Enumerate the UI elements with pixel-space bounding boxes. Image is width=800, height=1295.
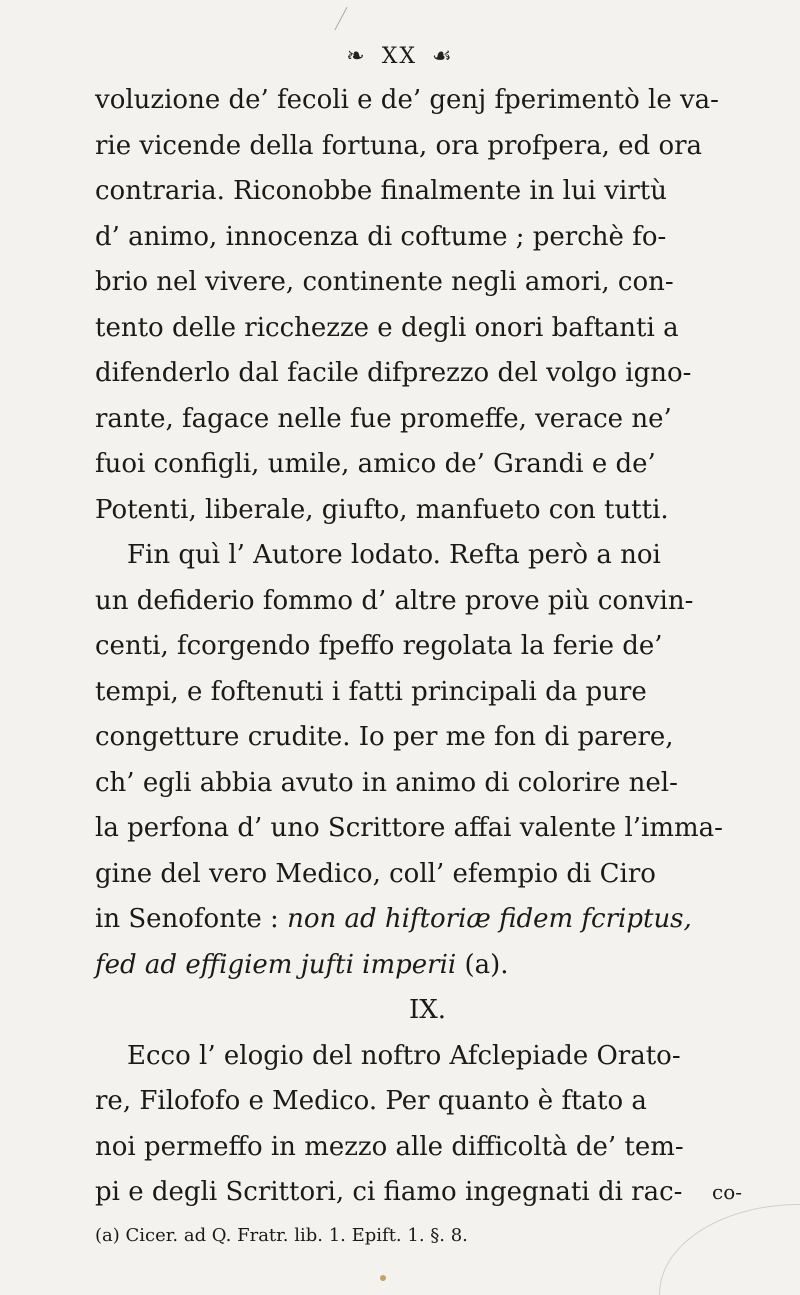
text-line: tempi, e foftenuti i fatti principali da pure bbox=[95, 676, 647, 707]
text-line: centi, fcorgendo fpeffo regolata la ferie de’ bbox=[95, 631, 663, 661]
page-corner-curl bbox=[659, 1204, 800, 1295]
text-line: voluzione de’ fecoli e de’ genj fperimentò le va- bbox=[95, 85, 719, 115]
text-line bbox=[95, 943, 760, 989]
section-heading: IX. bbox=[408, 995, 447, 1025]
text-line: rie vicende della fortuna, ora profpera, ed ora bbox=[95, 130, 703, 161]
text-line: pi e degli Scrittori, ci fiamo ingegnati di rac- bbox=[95, 1177, 683, 1207]
text-line: re, Filofofo e Medico. Per quanto è ftato a bbox=[95, 1086, 647, 1116]
text-line: d’ animo, innocenza di coftume ; perchè fo- bbox=[95, 221, 667, 252]
ornament-left-icon: ❧ bbox=[346, 44, 367, 69]
text-line bbox=[95, 897, 760, 943]
text-line: tento delle ricchezze e degli onori baftanti a bbox=[95, 312, 679, 343]
text-line: la perfona d’ uno Scrittore affai valente l’imma- bbox=[95, 813, 723, 843]
text-line: contraria. Riconobbe finalmente in lui virtù bbox=[95, 176, 667, 206]
italic-quote: non ad hiftoriæ fidem fcriptus, bbox=[287, 904, 692, 934]
page-header bbox=[0, 44, 800, 69]
footnote-ref: (a). bbox=[464, 949, 509, 980]
italic-quote: fed ad effigiem jufti imperii bbox=[95, 949, 457, 980]
catchword: co- bbox=[712, 1180, 742, 1204]
text-line: Ecco l’ elogio del noftro Afclepiade Orato- bbox=[127, 1040, 681, 1071]
text-line: fuoi configli, umile, amico de’ Grandi e de’ bbox=[95, 449, 656, 479]
paper-speck bbox=[380, 1275, 386, 1281]
ornament-right-icon: ☙ bbox=[432, 44, 454, 69]
page-numeral: XX bbox=[381, 44, 418, 69]
text-line: brio nel vivere, continente negli amori, con- bbox=[95, 267, 674, 297]
text-line: Potenti, liberale, giufto, manfueto con tutti. bbox=[95, 494, 669, 525]
text-line: Fin quì l’ Autore lodato. Refta però a noi bbox=[127, 540, 661, 570]
body-text bbox=[95, 78, 760, 1216]
text-line: ch’ egli abbia avuto in animo di colorire nel- bbox=[95, 767, 678, 798]
text-line: gine del vero Medico, coll’ efempio di Ciro bbox=[95, 858, 656, 889]
text-line: noi permeffo in mezzo alle difficoltà de’ tem- bbox=[95, 1131, 684, 1162]
text-line: un defiderio fommo d’ altre prove più convin- bbox=[95, 585, 694, 616]
footnote: (a) Cicer. ad Q. Fratr. lib. 1. Epift. 1. §. 8. bbox=[95, 1225, 468, 1246]
text-segment: in Senofonte : bbox=[95, 904, 279, 934]
text-line: congetture crudite. Io per me fon di parere, bbox=[95, 722, 674, 752]
scan-mark bbox=[334, 7, 347, 30]
text-line: difenderlo dal facile difprezzo del volgo igno- bbox=[95, 358, 692, 388]
text-line: rante, fagace nelle fue promeffe, verace ne’ bbox=[95, 403, 672, 434]
